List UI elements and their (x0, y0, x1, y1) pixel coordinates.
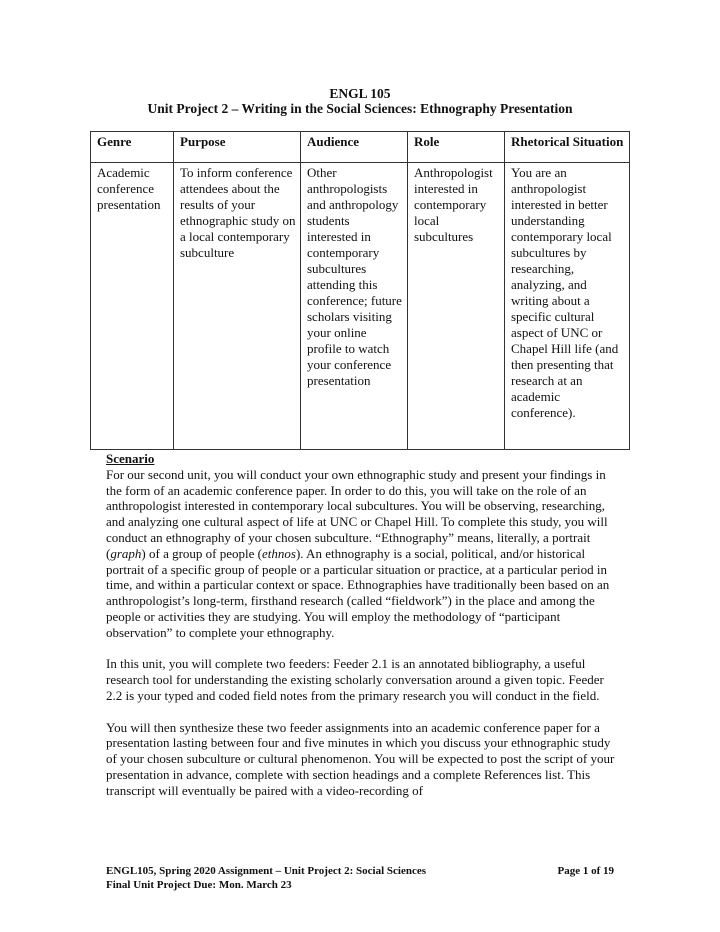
scenario-section (106, 451, 618, 814)
table-header-row (91, 132, 630, 163)
header-genre: Genre (91, 132, 174, 163)
cell-role: Anthropologist interested in contemporary local subcultures (408, 163, 505, 450)
cell-genre: Academic conference presentation (91, 163, 174, 450)
scenario-paragraph-1: For our second unit, you will conduct your own ethnographic study and present your findings in the form of an academic conference paper. In order to do this, you will take on the role of an anthropologist interested in contemporary local subcultures. You will be observing, researching, and analyzing one cultural aspect of life at UNC or Chapel Hill. To complete this study, you will conduct an ethnography of your chosen subculture. “Ethnography” means, literally, a portrait (graph) of a group of people (ethnos). An ethnography is a social, political, and/or historical portrait of a specific group of people or a particular situation or practice, at a particular period in time, and within a particular context or space. Ethnographies have traditionally been based on an anthropologist’s long-term, firsthand research (called “fieldwork”) in the place and among the people or activities they are studying. You will employ the methodology of “participant observation” to complete your ethnography. (106, 466, 610, 640)
scenario-paragraph-3: You will then synthesize these two feeder assignments into an academic conference paper for a presentation lasting between four and five minutes in which you discuss your ethnographic study of your chosen subculture or cultural phenomenon. You will be expected to post the script of your presentation in advance, complete with section headings and a complete References list. This transcript will eventually be paired with a video-recording of (106, 719, 615, 798)
footer-due-date: Final Unit Project Due: Mon. March 23 (106, 879, 292, 891)
term-ethnos: ethnos (261, 545, 296, 561)
footer-course-info: ENGL105, Spring 2020 Assignment – Unit Project 2: Social Sciences (106, 865, 427, 877)
header-role: Role (408, 132, 505, 163)
footer-line-1 (106, 864, 614, 878)
header-rhetorical-situation: Rhetorical Situation (505, 132, 630, 163)
table-row (91, 163, 630, 450)
page-number: Page 1 of 19 (557, 865, 614, 877)
project-title: Unit Project 2 – Writing in the Social Sciences: Ethnography Presentation (147, 101, 573, 116)
rhetorical-situation-table (90, 131, 630, 450)
scenario-paragraph-2: In this unit, you will complete two feeders: Feeder 2.1 is an annotated bibliography, a useful research tool for understanding the existing scholarly conversation around a given topic. Feeder 2.2 is your typed and coded field notes from the primary research you will conduct in the field. (106, 656, 604, 703)
cell-purpose: To inform conference attendees about the results of your ethnographic study on a local contemporary subculture (174, 163, 301, 450)
header-audience: Audience (301, 132, 408, 163)
header-purpose: Purpose (174, 132, 301, 163)
course-title: ENGL 105 (329, 86, 391, 101)
cell-rhetorical-situation: You are an anthropologist interested in better understanding contemporary local subcultures by researching, analyzing, and writing about a specific cultural aspect of UNC or Chapel Hill life (and then presenting that research at an academic conference). (505, 163, 630, 450)
term-graph: graph (110, 545, 142, 561)
cell-audience: Other anthropologists and anthropology students interested in contemporary subcultures attending this conference; future scholars visiting your online profile to watch your conference presentation (301, 163, 408, 450)
scenario-heading: Scenario (106, 451, 155, 466)
